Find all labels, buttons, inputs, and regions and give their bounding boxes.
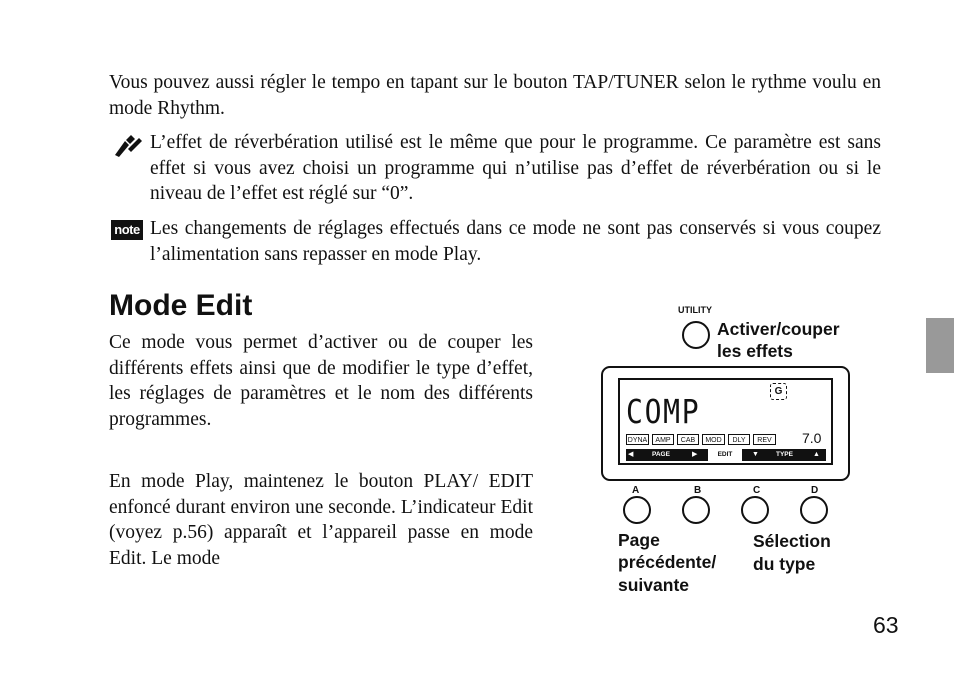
lcd-value: 7.0 [802, 430, 822, 446]
lcd-page-label: PAGE [652, 451, 670, 458]
edit-paragraph-1: Ce mode vous permet d’activer ou de couper les différents effets ainsi que de modifier le type d’effet, les réglages de paramètres et le nom des différents programmes. [109, 332, 533, 430]
chapter-thumb-tab [926, 318, 954, 373]
note-paragraph: Les changements de réglages effectués dans ce mode ne sont pas conservés si vous coupez l’alimentation sans repasser en mode Play. [150, 218, 881, 265]
note-icon: note [111, 220, 143, 240]
page-desc-line2: précédente/ [618, 552, 717, 572]
button-b[interactable] [682, 496, 710, 524]
lcd-badge: G [770, 383, 787, 400]
lcd-edit-label: EDIT [708, 449, 742, 461]
lcd-effect-name: COMP [626, 392, 701, 431]
page-right-arrow-icon: ▶ [692, 451, 698, 458]
intro-paragraph: Vous pouvez aussi régler le tempo en tapant sur le bouton TAP/TUNER selon le rythme voulu en mode Rhythm. [109, 72, 881, 119]
page-left-arrow-icon: ◀ [628, 451, 634, 458]
lcd-chip-dyna: DYNA [626, 434, 649, 445]
button-a-label: A [632, 485, 640, 496]
button-b-label: B [694, 485, 702, 496]
page-number: 63 [873, 612, 899, 638]
button-c[interactable] [741, 496, 769, 524]
type-down-arrow-icon: ▼ [752, 451, 759, 458]
lcd-chip-amp: AMP [652, 434, 674, 445]
lcd-type-label: TYPE [776, 451, 793, 458]
type-up-arrow-icon: ▲ [813, 451, 820, 458]
tip-pencil-icon [113, 135, 143, 157]
utility-button[interactable] [682, 321, 710, 349]
page-desc-line1: Page [618, 530, 660, 550]
lcd-chip-rev: REV [753, 434, 776, 445]
page-desc-line3: suivante [618, 575, 689, 595]
utility-desc-line2: les effets [717, 341, 793, 361]
type-desc-line1: Sélection [753, 531, 831, 551]
button-c-label: C [753, 485, 761, 496]
section-heading: Mode Edit [109, 289, 253, 322]
utility-label: UTILITY [678, 305, 712, 315]
lcd-chip-mod: MOD [702, 434, 725, 445]
lcd-chip-dly: DLY [728, 434, 750, 445]
button-d[interactable] [800, 496, 828, 524]
utility-desc-line1: Activer/couper [717, 319, 840, 339]
button-d-label: D [811, 485, 819, 496]
tip-paragraph: L’effet de réverbération utilisé est le même que pour le programme. Ce paramètre est sans effet si vous avez choisi un programme qui n’utilise pas d’effet de réverbération ou si le niveau de l’effet est réglé sur “0”. [150, 132, 881, 204]
lcd-chip-cab: CAB [677, 434, 699, 445]
button-a[interactable] [623, 496, 651, 524]
type-desc-line2: du type [753, 554, 816, 574]
edit-paragraph-2: En mode Play, maintenez le bouton PLAY/ EDIT enfoncé durant environ une seconde. L’indicateur Edit (voyez p.56) apparaît et l’appareil passe en mode Edit. Le mode [109, 471, 533, 569]
